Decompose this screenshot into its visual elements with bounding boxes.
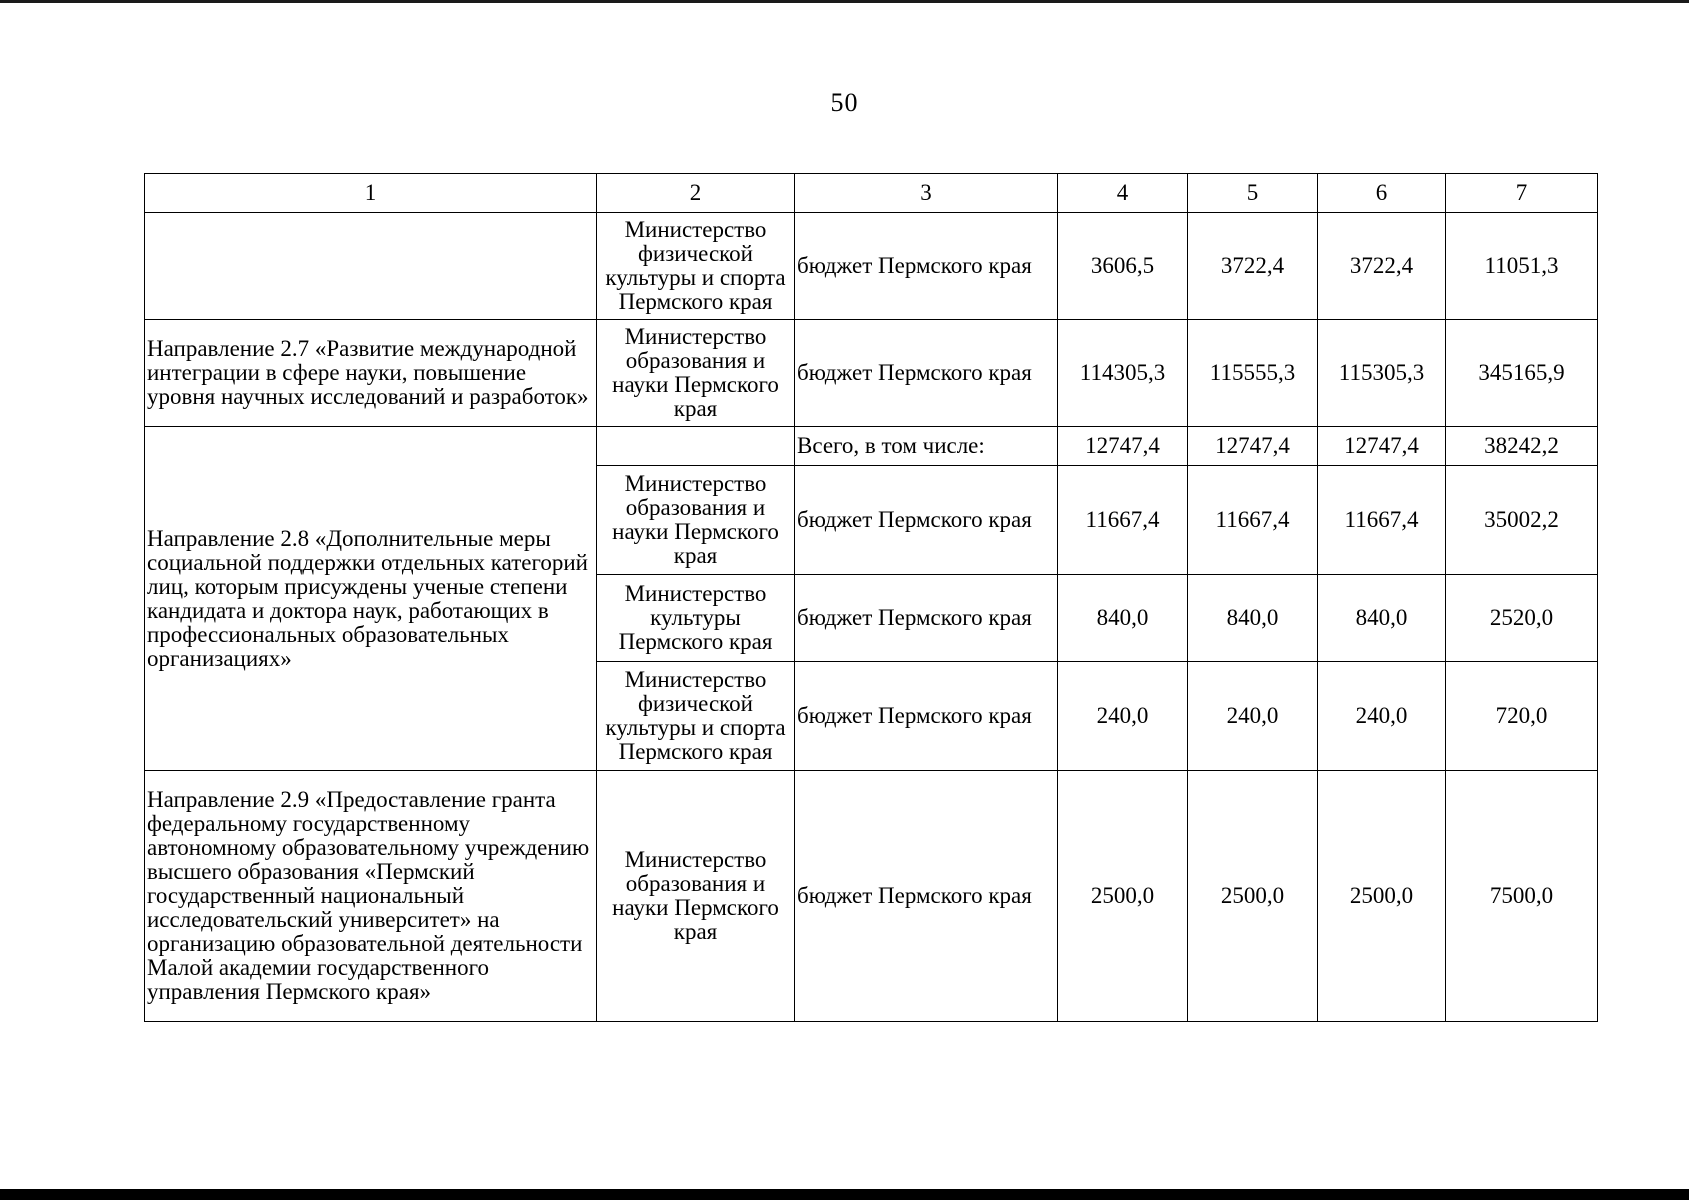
col-header-4: 4	[1058, 174, 1188, 213]
value-cell-5: 115555,3	[1188, 320, 1318, 427]
source-cell: бюджет Пермского края	[795, 466, 1058, 575]
agency-cell: Министерство образования и науки Пермского края	[597, 320, 795, 427]
agency-cell: Министерство образования и науки Пермского края	[597, 466, 795, 575]
value-cell-4: 3606,5	[1058, 213, 1188, 320]
col-header-7: 7	[1446, 174, 1598, 213]
page-number: 50	[830, 88, 859, 117]
value-cell-6: 115305,3	[1318, 320, 1446, 427]
value-cell-5: 2500,0	[1188, 771, 1318, 1022]
value-cell-6: 12747,4	[1318, 427, 1446, 466]
direction-cell: Направление 2.7 «Развитие международной интеграции в сфере науки, повышение уровня научных исследований и разработок»	[145, 320, 597, 427]
value-cell-6: 2500,0	[1318, 771, 1446, 1022]
value-cell-7: 7500,0	[1446, 771, 1598, 1022]
source-cell: бюджет Пермского края	[795, 320, 1058, 427]
value-cell-5: 3722,4	[1188, 213, 1318, 320]
col-header-1: 1	[145, 174, 597, 213]
value-cell-4: 840,0	[1058, 575, 1188, 662]
table-row	[145, 427, 1598, 466]
table-header-row	[145, 174, 1598, 213]
agency-cell: Министерство физической культуры и спорта Пермского края	[597, 213, 795, 320]
agency-cell: Министерство физической культуры и спорта Пермского края	[597, 662, 795, 771]
direction-cell: Направление 2.8 «Дополнительные меры социальной поддержки отдельных категорий лиц, которым присуждены ученые степени кандидата и доктора наук, работающих в профессиональных образовательных организациях»	[145, 427, 597, 771]
value-cell-4: 240,0	[1058, 662, 1188, 771]
col-header-6: 6	[1318, 174, 1446, 213]
col-header-3: 3	[795, 174, 1058, 213]
direction-cell: Направление 2.9 «Предоставление гранта федеральному государственному автономному образовательному учреждению высшего образования «Пермский государственный национальный исследовательский университет» на организацию образовательной деятельности Малой академии государственного управления Пермского края»	[145, 771, 597, 1022]
value-cell-6: 840,0	[1318, 575, 1446, 662]
value-cell-6: 11667,4	[1318, 466, 1446, 575]
col-header-5: 5	[1188, 174, 1318, 213]
value-cell-5: 840,0	[1188, 575, 1318, 662]
value-cell-6: 3722,4	[1318, 213, 1446, 320]
source-cell: Всего, в том числе:	[795, 427, 1058, 466]
budget-table	[144, 173, 1598, 1022]
value-cell-5: 12747,4	[1188, 427, 1318, 466]
source-cell: бюджет Пермского края	[795, 771, 1058, 1022]
table-row	[145, 771, 1598, 1022]
value-cell-7: 345165,9	[1446, 320, 1598, 427]
direction-cell	[145, 213, 597, 320]
source-cell: бюджет Пермского края	[795, 213, 1058, 320]
scan-top-edge	[0, 0, 1689, 3]
table-row	[145, 320, 1598, 427]
value-cell-6: 240,0	[1318, 662, 1446, 771]
value-cell-7: 35002,2	[1446, 466, 1598, 575]
agency-cell: Министерство образования и науки Пермского края	[597, 771, 795, 1022]
source-cell: бюджет Пермского края	[795, 662, 1058, 771]
value-cell-7: 38242,2	[1446, 427, 1598, 466]
table-row	[145, 213, 1598, 320]
value-cell-7: 720,0	[1446, 662, 1598, 771]
agency-cell: Министерство культуры Пермского края	[597, 575, 795, 662]
value-cell-5: 240,0	[1188, 662, 1318, 771]
col-header-2: 2	[597, 174, 795, 213]
value-cell-7: 11051,3	[1446, 213, 1598, 320]
value-cell-5: 11667,4	[1188, 466, 1318, 575]
value-cell-4: 2500,0	[1058, 771, 1188, 1022]
value-cell-4: 11667,4	[1058, 466, 1188, 575]
value-cell-4: 12747,4	[1058, 427, 1188, 466]
value-cell-7: 2520,0	[1446, 575, 1598, 662]
agency-cell	[597, 427, 795, 466]
value-cell-4: 114305,3	[1058, 320, 1188, 427]
scan-bottom-edge	[0, 1189, 1689, 1200]
source-cell: бюджет Пермского края	[795, 575, 1058, 662]
